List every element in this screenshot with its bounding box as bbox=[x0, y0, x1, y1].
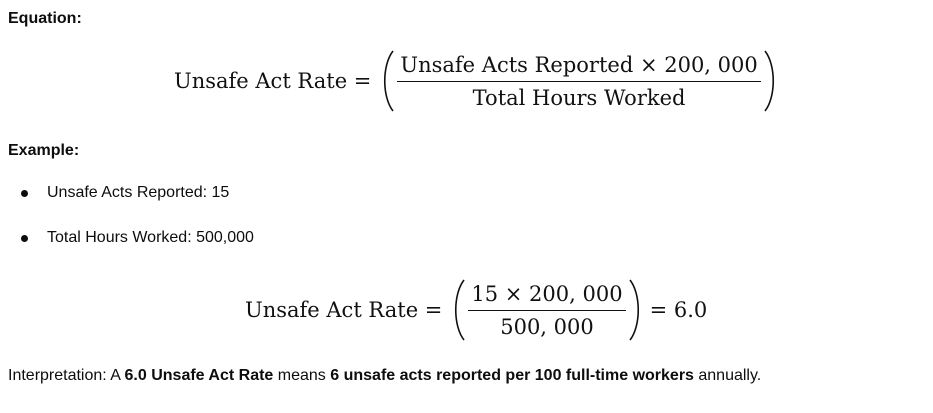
equation-formula bbox=[174, 46, 777, 116]
example-numerator: 15 × 200, 000 bbox=[468, 282, 625, 311]
interpretation-prefix: Interpretation: A bbox=[8, 367, 125, 384]
bullet-text: Total Hours Worked: 500,000 bbox=[47, 229, 254, 246]
interpretation-suffix: annually. bbox=[693, 367, 762, 384]
interpretation-text bbox=[8, 367, 761, 385]
list-item bbox=[0, 226, 254, 271]
bullet-icon bbox=[21, 235, 28, 242]
equation-numerator: Unsafe Acts Reported × 200, 000 bbox=[397, 53, 760, 82]
right-paren-icon bbox=[763, 46, 777, 116]
left-paren-icon bbox=[452, 275, 466, 345]
example-denominator: 500, 000 bbox=[500, 314, 594, 339]
bullet-text: Unsafe Acts Reported: 15 bbox=[47, 184, 230, 201]
left-paren-icon bbox=[381, 46, 395, 116]
example-result: = 6.0 bbox=[649, 298, 708, 322]
list-item bbox=[0, 181, 254, 226]
example-fraction bbox=[468, 282, 625, 339]
equation-heading: Equation: bbox=[8, 10, 82, 27]
bullet-icon bbox=[21, 190, 28, 197]
interpretation-bold-meaning: 6 unsafe acts reported per 100 full-time workers bbox=[330, 367, 694, 384]
equation-denominator: Total Hours Worked bbox=[472, 85, 686, 110]
example-heading: Example: bbox=[8, 142, 80, 159]
interpretation-middle: means bbox=[273, 367, 331, 384]
equation-fraction bbox=[397, 53, 760, 110]
example-formula bbox=[245, 275, 707, 345]
equation-lhs: Unsafe Act Rate = bbox=[174, 69, 372, 93]
interpretation-bold-rate: 6.0 Unsafe Act Rate bbox=[124, 367, 274, 384]
example-lhs: Unsafe Act Rate = bbox=[245, 298, 443, 322]
right-paren-icon bbox=[628, 275, 642, 345]
example-bullet-list bbox=[0, 181, 254, 271]
